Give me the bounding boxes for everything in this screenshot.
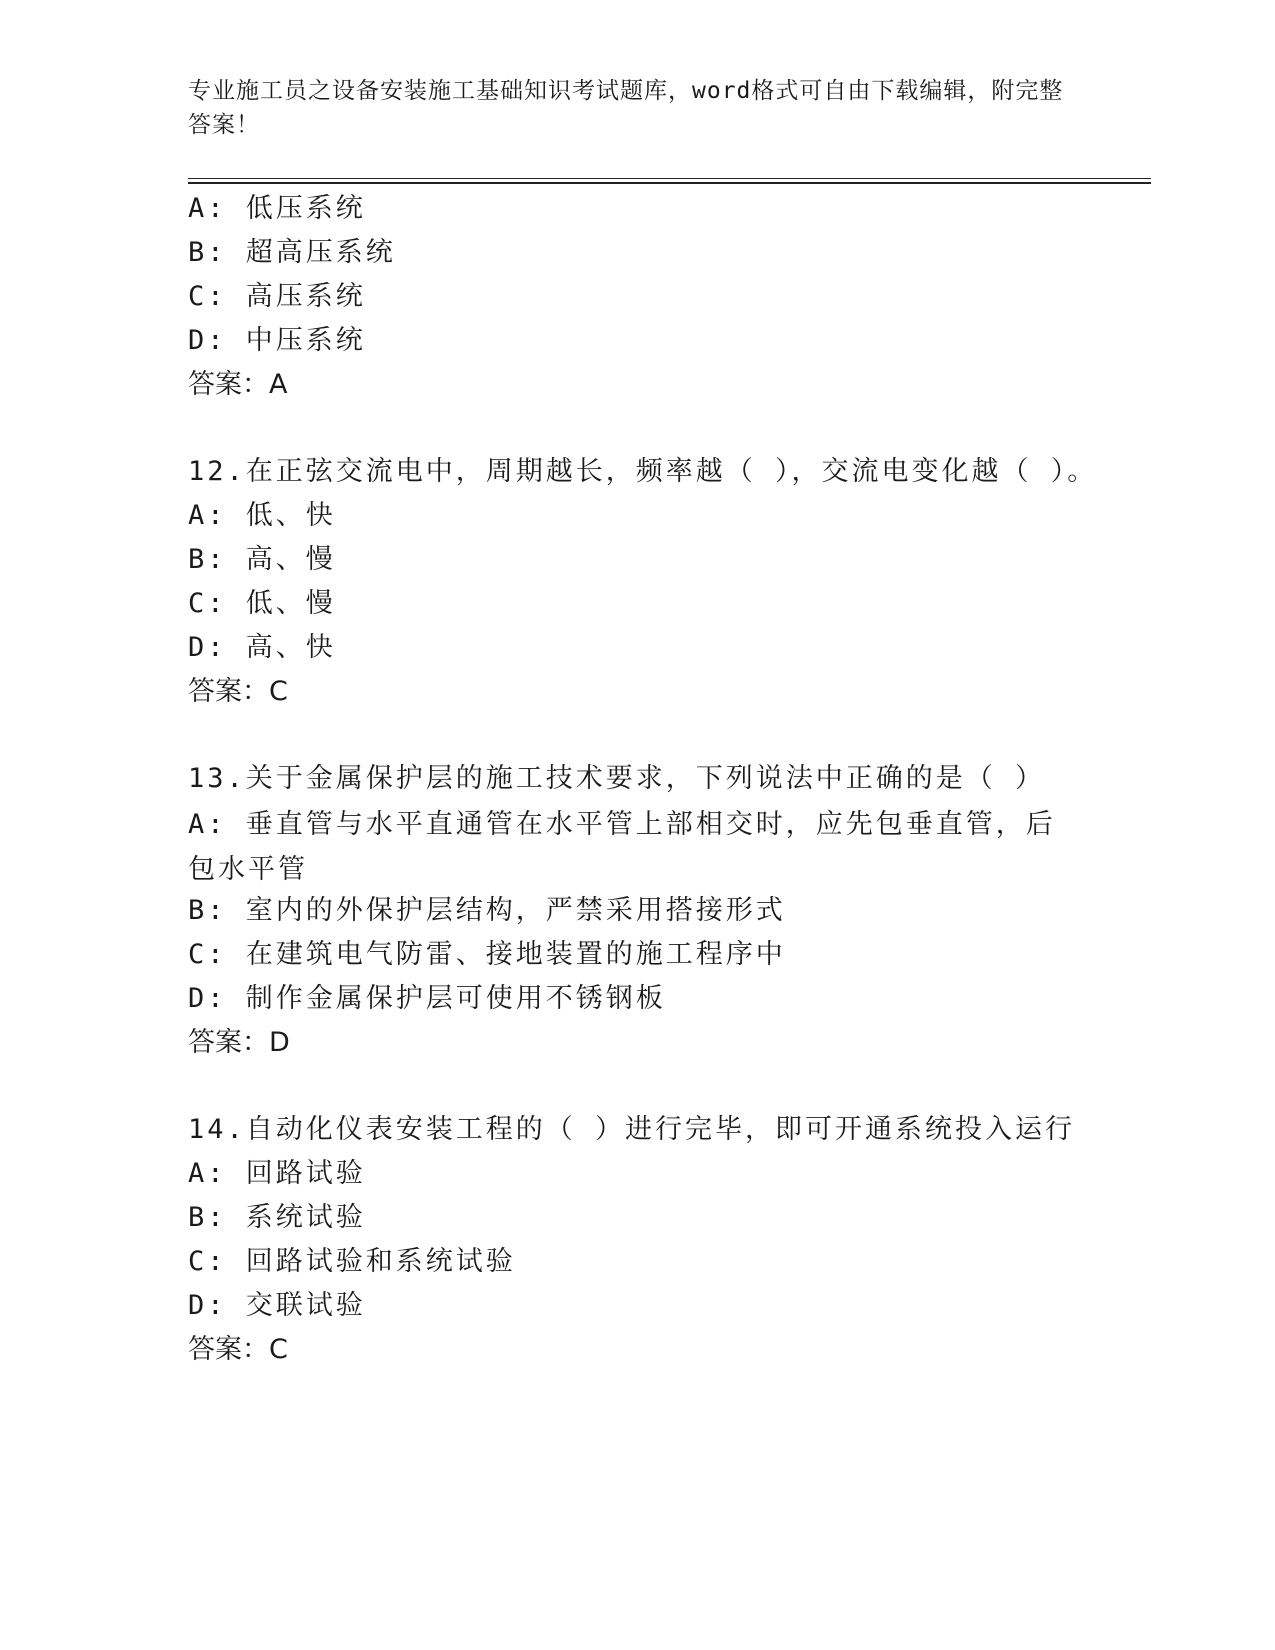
q11-option-b: B: 超高压系统 — [188, 237, 396, 268]
q12-option-b: B: 高、慢 — [188, 544, 336, 575]
q14-option-c: C: 回路试验和系统试验 — [188, 1246, 516, 1277]
q12-stem: 12.在正弦交流电中，周期越长，频率越（ ），交流电变化越（ ）。 — [188, 456, 1098, 487]
q11-option-d: D: 中压系统 — [188, 325, 366, 356]
q13-option-a: A: 垂直管与水平直通管在水平管上部相交时，应先包垂直管，后包水平管 — [188, 809, 1056, 885]
q12-option-c: C: 低、慢 — [188, 588, 336, 619]
q14-stem: 14.自动化仪表安装工程的（ ）进行完毕，即可开通系统投入运行 — [188, 1114, 1076, 1145]
q14-option-a: A: 回路试验 — [188, 1158, 366, 1189]
header-divider-thin — [188, 178, 1151, 179]
q14-answer: 答案：C — [188, 1334, 288, 1365]
q11-answer: 答案：A — [188, 369, 288, 400]
q12-option-a: A: 低、快 — [188, 500, 336, 531]
q13-option-c: C: 在建筑电气防雷、接地装置的施工程序中 — [188, 939, 786, 970]
q13-answer: 答案：D — [188, 1027, 290, 1058]
document-header: 专业施工员之设备安装施工基础知识考试题库，word格式可自由下载编辑，附完整答案！ — [188, 78, 1064, 138]
header-divider-thick — [188, 182, 1151, 184]
q12-option-d: D: 高、快 — [188, 632, 336, 663]
q11-option-c: C: 高压系统 — [188, 281, 366, 312]
q14-option-d: D: 交联试验 — [188, 1290, 366, 1321]
q12-answer: 答案：C — [188, 676, 288, 707]
q11-option-a: A: 低压系统 — [188, 193, 366, 224]
q14-option-b: B: 系统试验 — [188, 1202, 366, 1233]
q13-stem: 13.关于金属保护层的施工技术要求，下列说法中正确的是（ ） — [188, 763, 1046, 794]
q13-option-b: B: 室内的外保护层结构，严禁采用搭接形式 — [188, 895, 786, 926]
q13-option-d: D: 制作金属保护层可使用不锈钢板 — [188, 983, 666, 1014]
